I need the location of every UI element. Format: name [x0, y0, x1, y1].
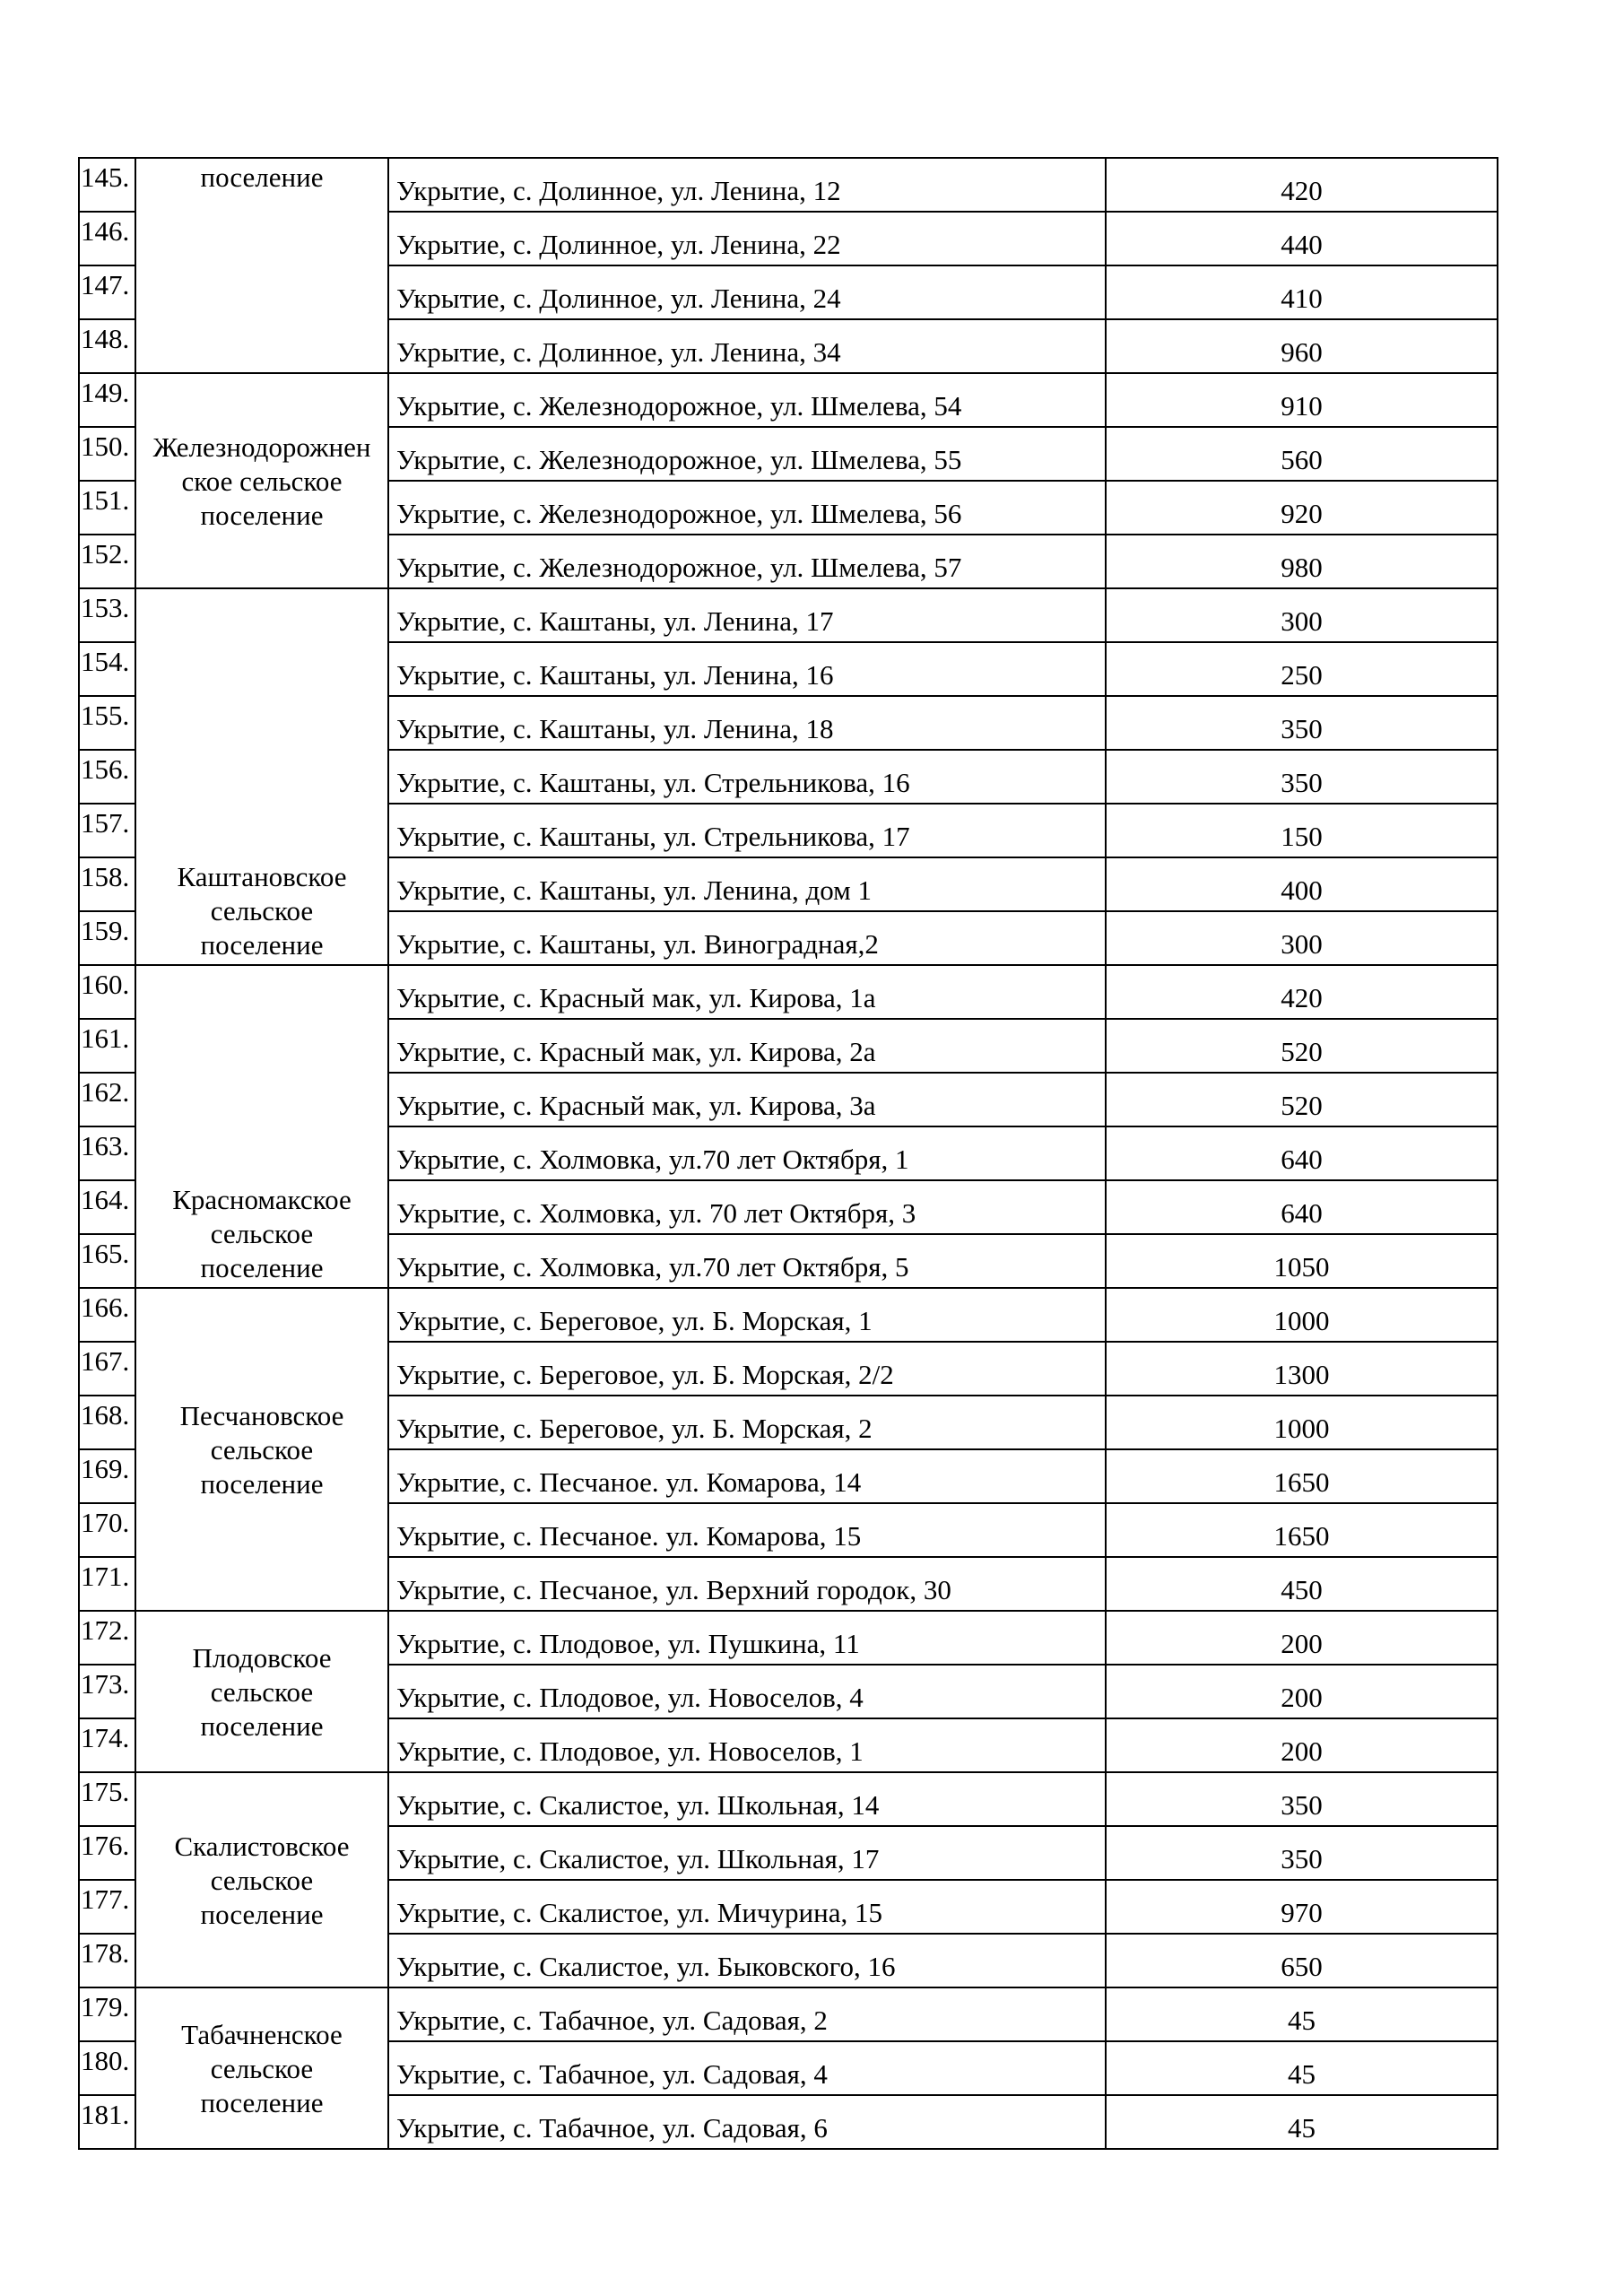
shelter-address: Укрытие, с. Холмовка, ул.70 лет Октября, 5 [388, 1234, 1106, 1288]
table-row [79, 1288, 1498, 1342]
shelter-address: Укрытие, с. Каштаны, ул. Стрельникова, 17 [388, 804, 1106, 857]
row-number: 167. [79, 1342, 135, 1396]
shelter-address: Укрытие, с. Скалистое, ул. Школьная, 14 [388, 1772, 1106, 1826]
row-number: 157. [79, 804, 135, 857]
shelter-capacity: 920 [1106, 481, 1498, 535]
row-number: 160. [79, 965, 135, 1019]
row-number: 168. [79, 1396, 135, 1449]
table-row [79, 1611, 1498, 1665]
shelter-capacity: 350 [1106, 1826, 1498, 1880]
shelter-address: Укрытие, с. Каштаны, ул. Ленина, 18 [388, 696, 1106, 750]
row-number: 181. [79, 2095, 135, 2149]
row-number: 155. [79, 696, 135, 750]
shelter-capacity: 45 [1106, 1987, 1498, 2041]
shelter-capacity: 300 [1106, 911, 1498, 965]
settlement-name-line: поселение [200, 1252, 324, 1283]
row-number: 165. [79, 1234, 135, 1288]
row-number: 171. [79, 1557, 135, 1611]
settlement-name-line: сельское [210, 2053, 314, 2084]
row-number: 164. [79, 1180, 135, 1234]
shelter-capacity: 1650 [1106, 1449, 1498, 1503]
shelter-address: Укрытие, с. Долинное, ул. Ленина, 34 [388, 319, 1106, 373]
settlement-name-line: сельское [210, 1218, 314, 1249]
row-number: 145. [79, 158, 135, 212]
shelter-capacity: 640 [1106, 1126, 1498, 1180]
row-number: 174. [79, 1718, 135, 1772]
row-number: 179. [79, 1987, 135, 2041]
shelter-address: Укрытие, с. Табачное, ул. Садовая, 4 [388, 2041, 1106, 2095]
table-row [79, 158, 1498, 212]
shelter-address: Укрытие, с. Береговое, ул. Б. Морская, 1 [388, 1288, 1106, 1342]
shelter-address: Укрытие, с. Плодовое, ул. Новоселов, 4 [388, 1665, 1106, 1718]
row-number: 158. [79, 857, 135, 911]
settlement-name-line: сельское [210, 1865, 314, 1896]
row-number: 146. [79, 212, 135, 265]
row-number: 153. [79, 588, 135, 642]
shelter-address: Укрытие, с. Холмовка, ул. 70 лет Октября, 3 [388, 1180, 1106, 1234]
shelter-capacity: 560 [1106, 427, 1498, 481]
row-number: 175. [79, 1772, 135, 1826]
table-row [79, 588, 1498, 642]
shelter-capacity: 520 [1106, 1019, 1498, 1073]
settlement-name-line: Железнодорожнен [152, 431, 371, 463]
shelter-address: Укрытие, с. Плодовое, ул. Пушкина, 11 [388, 1611, 1106, 1665]
settlement-name-line: сельское [210, 1434, 314, 1465]
shelter-capacity: 350 [1106, 1772, 1498, 1826]
settlement-name-line: Табачненское [181, 2019, 343, 2050]
row-number: 178. [79, 1934, 135, 1987]
shelter-capacity: 1000 [1106, 1288, 1498, 1342]
shelter-capacity: 520 [1106, 1073, 1498, 1126]
settlement-name-line: Песчановское [179, 1400, 344, 1431]
shelter-address: Укрытие, с. Скалистое, ул. Мичурина, 15 [388, 1880, 1106, 1934]
row-number: 159. [79, 911, 135, 965]
settlement-cell [135, 588, 388, 965]
shelter-address: Укрытие, с. Холмовка, ул.70 лет Октября, 1 [388, 1126, 1106, 1180]
row-number: 149. [79, 373, 135, 427]
shelter-capacity: 150 [1106, 804, 1498, 857]
shelter-capacity: 300 [1106, 588, 1498, 642]
settlement-name-line: поселение [200, 1468, 324, 1500]
shelter-capacity: 410 [1106, 265, 1498, 319]
settlement-name-line: поселение [200, 1899, 324, 1930]
shelter-address: Укрытие, с. Плодовое, ул. Новоселов, 1 [388, 1718, 1106, 1772]
row-number: 177. [79, 1880, 135, 1934]
shelter-address: Укрытие, с. Каштаны, ул. Ленина, 16 [388, 642, 1106, 696]
row-number: 156. [79, 750, 135, 804]
settlement-cell [135, 965, 388, 1288]
shelter-address: Укрытие, с. Долинное, ул. Ленина, 12 [388, 158, 1106, 212]
shelter-capacity: 970 [1106, 1880, 1498, 1934]
shelter-capacity: 45 [1106, 2095, 1498, 2149]
shelter-capacity: 440 [1106, 212, 1498, 265]
shelter-capacity: 650 [1106, 1934, 1498, 1987]
settlement-name-line: Скалистовское [174, 1831, 350, 1862]
shelter-capacity: 1050 [1106, 1234, 1498, 1288]
shelter-capacity: 450 [1106, 1557, 1498, 1611]
row-number: 161. [79, 1019, 135, 1073]
settlement-cell [135, 373, 388, 588]
shelter-address: Укрытие, с. Красный мак, ул. Кирова, 2а [388, 1019, 1106, 1073]
settlement-name-line: Каштановское [177, 861, 347, 892]
settlement-name-line: Красномакское [172, 1184, 352, 1215]
table-row [79, 965, 1498, 1019]
shelter-capacity: 1300 [1106, 1342, 1498, 1396]
shelter-address: Укрытие, с. Железнодорожное, ул. Шмелева, 56 [388, 481, 1106, 535]
row-number: 169. [79, 1449, 135, 1503]
settlement-name-line: поселение [200, 929, 324, 961]
shelter-capacity: 350 [1106, 696, 1498, 750]
shelter-capacity: 200 [1106, 1611, 1498, 1665]
shelter-address: Укрытие, с. Песчаное, ул. Верхний городок, 30 [388, 1557, 1106, 1611]
table-row [79, 1987, 1498, 2041]
table-row [79, 1772, 1498, 1826]
row-number: 151. [79, 481, 135, 535]
shelter-address: Укрытие, с. Железнодорожное, ул. Шмелева, 54 [388, 373, 1106, 427]
settlement-cell [135, 1611, 388, 1772]
shelter-address: Укрытие, с. Табачное, ул. Садовая, 6 [388, 2095, 1106, 2149]
settlement-name-line: сельское [210, 895, 314, 926]
row-number: 162. [79, 1073, 135, 1126]
table-row [79, 373, 1498, 427]
row-number: 148. [79, 319, 135, 373]
row-number: 176. [79, 1826, 135, 1880]
shelter-address: Укрытие, с. Скалистое, ул. Быковского, 16 [388, 1934, 1106, 1987]
settlement-cell [135, 1987, 388, 2149]
settlement-name-line: Плодовское [192, 1642, 332, 1674]
shelter-capacity: 1000 [1106, 1396, 1498, 1449]
row-number: 173. [79, 1665, 135, 1718]
settlement-name-line: поселение [200, 500, 324, 531]
shelter-address: Укрытие, с. Каштаны, ул. Виноградная,2 [388, 911, 1106, 965]
row-number: 170. [79, 1503, 135, 1557]
shelter-capacity: 200 [1106, 1718, 1498, 1772]
shelter-capacity: 45 [1106, 2041, 1498, 2095]
shelter-address: Укрытие, с. Каштаны, ул. Ленина, 17 [388, 588, 1106, 642]
shelter-capacity: 1650 [1106, 1503, 1498, 1557]
shelter-address: Укрытие, с. Каштаны, ул. Стрельникова, 16 [388, 750, 1106, 804]
shelter-address: Укрытие, с. Каштаны, ул. Ленина, дом 1 [388, 857, 1106, 911]
shelter-address: Укрытие, с. Красный мак, ул. Кирова, 1а [388, 965, 1106, 1019]
settlement-cell [135, 1288, 388, 1611]
shelter-capacity: 250 [1106, 642, 1498, 696]
settlement-name-line: поселение [200, 2087, 324, 2118]
row-number: 150. [79, 427, 135, 481]
row-number: 172. [79, 1611, 135, 1665]
shelters-table [78, 157, 1498, 2150]
shelter-capacity: 350 [1106, 750, 1498, 804]
shelter-address: Укрытие, с. Песчаное. ул. Комарова, 15 [388, 1503, 1106, 1557]
settlement-cell [135, 158, 388, 373]
row-number: 152. [79, 535, 135, 588]
shelter-capacity: 400 [1106, 857, 1498, 911]
settlement-name-line: сельское [210, 1676, 314, 1708]
settlement-cell [135, 1772, 388, 1987]
shelter-address: Укрытие, с. Береговое, ул. Б. Морская, 2 [388, 1396, 1106, 1449]
settlement-name-line: поселение [200, 161, 324, 193]
shelter-address: Укрытие, с. Песчаное. ул. Комарова, 14 [388, 1449, 1106, 1503]
shelter-address: Укрытие, с. Табачное, ул. Садовая, 2 [388, 1987, 1106, 2041]
shelter-capacity: 420 [1106, 965, 1498, 1019]
shelter-address: Укрытие, с. Железнодорожное, ул. Шмелева, 57 [388, 535, 1106, 588]
shelter-address: Укрытие, с. Долинное, ул. Ленина, 24 [388, 265, 1106, 319]
shelter-capacity: 640 [1106, 1180, 1498, 1234]
shelter-capacity: 980 [1106, 535, 1498, 588]
shelter-address: Укрытие, с. Долинное, ул. Ленина, 22 [388, 212, 1106, 265]
settlement-name-line: поселение [200, 1710, 324, 1742]
row-number: 147. [79, 265, 135, 319]
shelter-capacity: 960 [1106, 319, 1498, 373]
shelter-capacity: 420 [1106, 158, 1498, 212]
shelter-address: Укрытие, с. Береговое, ул. Б. Морская, 2/2 [388, 1342, 1106, 1396]
shelter-capacity: 910 [1106, 373, 1498, 427]
shelter-capacity: 200 [1106, 1665, 1498, 1718]
row-number: 163. [79, 1126, 135, 1180]
shelter-address: Укрытие, с. Красный мак, ул. Кирова, 3а [388, 1073, 1106, 1126]
shelter-address: Укрытие, с. Железнодорожное, ул. Шмелева, 55 [388, 427, 1106, 481]
shelter-address: Укрытие, с. Скалистое, ул. Школьная, 17 [388, 1826, 1106, 1880]
row-number: 166. [79, 1288, 135, 1342]
row-number: 180. [79, 2041, 135, 2095]
settlement-name-line: ское сельское [181, 465, 343, 497]
row-number: 154. [79, 642, 135, 696]
